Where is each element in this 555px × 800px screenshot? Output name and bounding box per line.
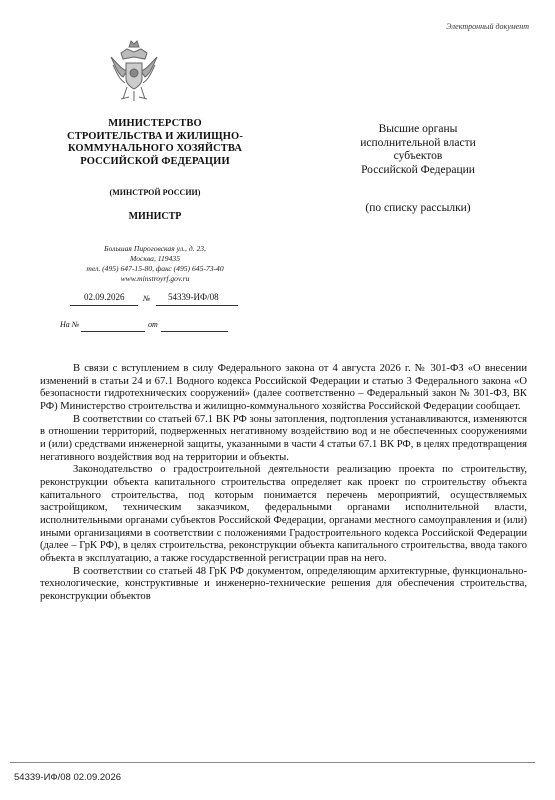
ministry-name-line: РОССИЙСКОЙ ФЕДЕРАЦИИ — [80, 155, 230, 167]
addressee-line: субъектов — [393, 150, 443, 162]
addressee-line: Высшие органы — [378, 123, 458, 135]
number-underline — [156, 305, 238, 306]
body-paragraph: Законодательство о градостроительной деятельности реализацию проекта по строительству, реконструкции объекта капитального строительства определяет как проект по строительству объекта капитального строительства, под которым понимается перечень мероприятий, осуществляемых застройщиком, техническим заказчиком, федеральными органами исполнительной власти, исполнительными органами субъектов Российской Федерации, органами местного самоуправления и (или) иными организациями в соответствии с положениями Градостроительного кодекса Российской Федерации (далее – ГрК РФ), в целях строительства, реконструкции объекта капитального строительства, ввода такого объекта в эксплуатацию, а также государственной регистрации прав на него. — [40, 464, 527, 564]
electronic-document-label: Электронный документ — [446, 22, 529, 31]
body-paragraph: В соответствии со статьей 48 ГрК РФ документом, определяющим архитектурные, функционально-технологические, конструктивные и инженерно-технические решения для обеспечения строительства, реконструкции объектов — [40, 565, 527, 602]
coat-of-arms-icon — [107, 35, 161, 105]
reference-from-label: от — [148, 320, 158, 329]
date-underline — [70, 305, 138, 306]
reference-line — [60, 320, 260, 332]
sender-position: МИНИСТР — [128, 211, 182, 222]
reference-number-label: На № — [60, 320, 80, 329]
ministry-name-line: КОММУНАЛЬНОГО ХОЗЯЙСТВА — [67, 143, 243, 154]
ministry-name-line: МИНИСТЕРСТВО — [108, 118, 202, 129]
address-line: тел. (495) 647-15-80, факс (495) 645-73-40 — [86, 264, 224, 273]
registration-line — [60, 292, 260, 304]
ministry-name-line: СТРОИТЕЛЬСТВА И ЖИЛИЩНО- — [67, 130, 243, 142]
number-sign: № — [143, 294, 151, 303]
ministry-short-name: (МИНСТРОЙ РОССИИ) — [109, 188, 201, 197]
address-line: www.minstroyrf.gov.ru — [120, 274, 190, 283]
registration-date: 02.09.2026 — [84, 292, 125, 302]
letter-body — [40, 363, 527, 603]
addressee-line: Российской Федерации — [361, 163, 475, 176]
mailing-list-note: (по списку рассылки) — [365, 202, 471, 214]
footer-document-reference: 54339-ИФ/08 02.09.2026 — [14, 772, 122, 783]
footer-divider — [10, 762, 535, 763]
reference-date-blank — [161, 331, 228, 332]
address-line: Москва, 119435 — [130, 254, 180, 263]
registration-number: 54339-ИФ/08 — [168, 292, 219, 302]
ministry-name — [62, 118, 248, 168]
addressee-block — [330, 123, 506, 177]
body-paragraph: В соответствии со статьей 67.1 ВК РФ зоны затопления, подтопления устанавливаются, изменяются в отношении территорий, подверженных негативному воздействию вод и не обеспеченных сооружениями и (или) средствами инженерной защиты, указанными в части 4 статьи 67.1 ВК РФ, в целях предотвращения негативного воздействия вод на территории и объекты. — [40, 413, 527, 463]
sender-address — [40, 244, 270, 284]
addressee-line: исполнительной власти — [360, 136, 476, 149]
body-paragraph: В связи с вступлением в силу Федерального закона от 4 августа 2026 г. № 301-ФЗ «О внесении изменений в статьи 24 и 67.1 Водного кодекса Российской Федерации и статью 3 Федерального закона «О безопасности гидротехнических сооружений» (далее соответственно – Федеральный закон № 301-ФЗ, ВК РФ) Министерство строительства и жилищно-коммунального хозяйства Российской Федерации сообщает. — [40, 363, 527, 412]
reference-number-blank — [81, 331, 145, 332]
address-line: Большая Пироговская ул., д. 23, — [104, 244, 206, 253]
